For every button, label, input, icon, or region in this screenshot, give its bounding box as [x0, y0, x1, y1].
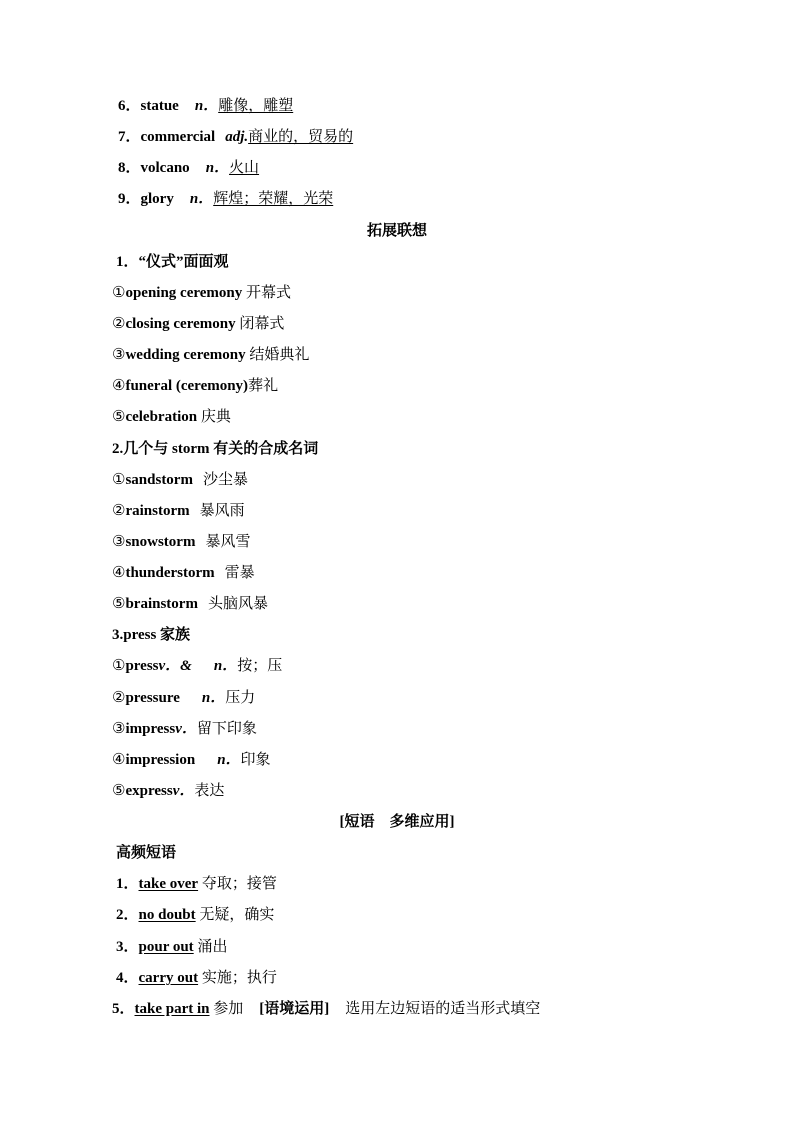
list-item	[112, 283, 291, 303]
list-zh: 暴风雪	[205, 534, 251, 550]
list-item	[112, 750, 271, 770]
vocab-pos: n．	[189, 191, 214, 207]
vocab-word: glory	[140, 191, 174, 207]
list-en: sandstorm	[125, 472, 193, 488]
list-zh: 留下印象	[196, 721, 257, 737]
list-marker: ⑤	[112, 596, 126, 612]
list-zh: 开幕式	[242, 285, 292, 301]
phrase-num: 2．	[116, 907, 139, 923]
list-pos: v．	[175, 721, 197, 737]
list-marker: ④	[112, 752, 126, 768]
list-item	[112, 345, 309, 365]
list-marker: ④	[112, 565, 126, 581]
vocab-pos: n．	[194, 98, 219, 114]
list-zh: 按；压	[237, 658, 283, 674]
list-item	[112, 532, 250, 552]
phrases-heading: 高频短语	[116, 845, 177, 861]
phrase-num: 5．	[112, 1001, 135, 1017]
list-marker: ③	[112, 534, 126, 550]
list-en: snowstorm	[125, 534, 196, 550]
phrase-num: 4．	[116, 970, 139, 986]
list-marker: ⑤	[112, 783, 126, 799]
list-zh: 暴风雨	[199, 503, 245, 519]
list-en: express	[125, 783, 173, 799]
list-marker: ③	[112, 347, 126, 363]
list-en: brainstorm	[125, 596, 198, 612]
phrase-meaning: 实施；执行	[201, 970, 277, 986]
list-pos2: n．	[213, 658, 238, 674]
list-marker: ①	[112, 472, 126, 488]
list-zh: 头脑风暴	[207, 596, 268, 612]
group-title-ceremony: 1．“仪式”面面观	[116, 254, 229, 270]
context-instruction: 选用左边短语的适当形式填空	[345, 1001, 541, 1017]
list-marker: ②	[112, 316, 126, 332]
phrase-meaning: 无疑，确实	[199, 907, 275, 923]
list-en: closing ceremony	[125, 316, 236, 332]
vocab-meaning: 雕像，雕塑	[218, 98, 294, 114]
list-pos: v．&	[158, 658, 192, 674]
list-item	[112, 407, 231, 427]
phrase-num: 1．	[116, 876, 139, 892]
list-zh: 沙尘暴	[202, 472, 248, 488]
list-zh: 庆典	[197, 409, 231, 425]
list-item	[112, 688, 255, 708]
phrase-text: carry out	[138, 970, 199, 986]
list-item	[112, 470, 248, 490]
list-item	[112, 594, 268, 614]
list-zh: 雷暴	[224, 565, 255, 581]
vocab-item-8	[118, 158, 259, 178]
list-en: press	[125, 658, 159, 674]
vocab-item-7	[118, 127, 353, 147]
list-zh: 压力	[225, 690, 256, 706]
list-pos: v．	[172, 783, 195, 799]
list-zh: 结婚典礼	[245, 347, 310, 363]
list-item	[112, 656, 282, 676]
list-marker: ④	[112, 378, 126, 394]
list-en: rainstorm	[125, 503, 190, 519]
list-en: impress	[125, 721, 176, 737]
vocab-num: 7．	[118, 129, 141, 145]
phrase-text: pour out	[138, 939, 194, 955]
list-item	[112, 563, 255, 583]
list-marker: ②	[112, 503, 126, 519]
phrase-meaning: 夺取；接管	[201, 876, 277, 892]
list-en: impression	[125, 752, 196, 768]
list-item	[112, 314, 284, 334]
list-marker: ①	[112, 658, 126, 674]
vocab-num: 6．	[118, 98, 141, 114]
list-pos2: n．	[217, 752, 241, 768]
group-title-storm: 2.几个与 storm 有关的合成名词	[112, 441, 319, 457]
list-en: celebration	[125, 409, 198, 425]
list-item	[112, 719, 257, 739]
phrase-num: 3．	[116, 939, 139, 955]
list-en: pressure	[125, 690, 180, 706]
phrase-meaning: 参加	[213, 1001, 244, 1017]
list-marker: ①	[112, 285, 126, 301]
phrase-item	[116, 874, 277, 894]
context-tag: [语境运用]	[259, 1001, 330, 1017]
list-zh: 印象	[240, 752, 271, 768]
list-marker: ②	[112, 690, 126, 706]
vocab-meaning: 火山	[229, 160, 260, 176]
phrase-text: take over	[138, 876, 199, 892]
vocab-num: 8．	[118, 160, 141, 176]
list-en: wedding ceremony	[125, 347, 246, 363]
section-heading-phrases: [短语 多维应用]	[339, 814, 455, 830]
list-zh: 葬礼	[248, 378, 279, 394]
phrase-text: take part in	[134, 1001, 210, 1017]
vocab-pos: n．	[205, 160, 230, 176]
vocab-item-6	[118, 96, 293, 116]
list-pos2: n．	[201, 690, 226, 706]
vocab-word: commercial	[140, 129, 216, 145]
vocab-pos: adj.	[225, 129, 249, 145]
list-marker: ⑤	[112, 409, 126, 425]
vocab-item-9	[118, 189, 333, 209]
phrase-text: no doubt	[138, 907, 196, 923]
vocab-word: statue	[140, 98, 179, 114]
phrase-item	[116, 905, 274, 925]
list-zh: 闭幕式	[235, 316, 285, 332]
list-item	[112, 781, 224, 801]
list-en: opening ceremony	[125, 285, 243, 301]
group-title-press: 3.press 家族	[112, 627, 191, 643]
phrase-item	[112, 999, 540, 1019]
phrase-meaning: 涌出	[197, 939, 228, 955]
vocab-meaning: 辉煌；荣耀，光荣	[213, 191, 334, 207]
list-item	[112, 501, 245, 521]
list-item	[112, 376, 278, 396]
vocab-meaning: 商业的，贸易的	[248, 129, 354, 145]
list-en: thunderstorm	[125, 565, 215, 581]
list-en: funeral (ceremony)	[125, 378, 249, 394]
phrase-item	[116, 937, 227, 957]
vocab-word: volcano	[140, 160, 190, 176]
vocab-num: 9．	[118, 191, 141, 207]
list-marker: ③	[112, 721, 126, 737]
list-zh: 表达	[194, 783, 225, 799]
phrase-item	[116, 968, 277, 988]
section-heading-expand: 拓展联想	[366, 223, 427, 239]
